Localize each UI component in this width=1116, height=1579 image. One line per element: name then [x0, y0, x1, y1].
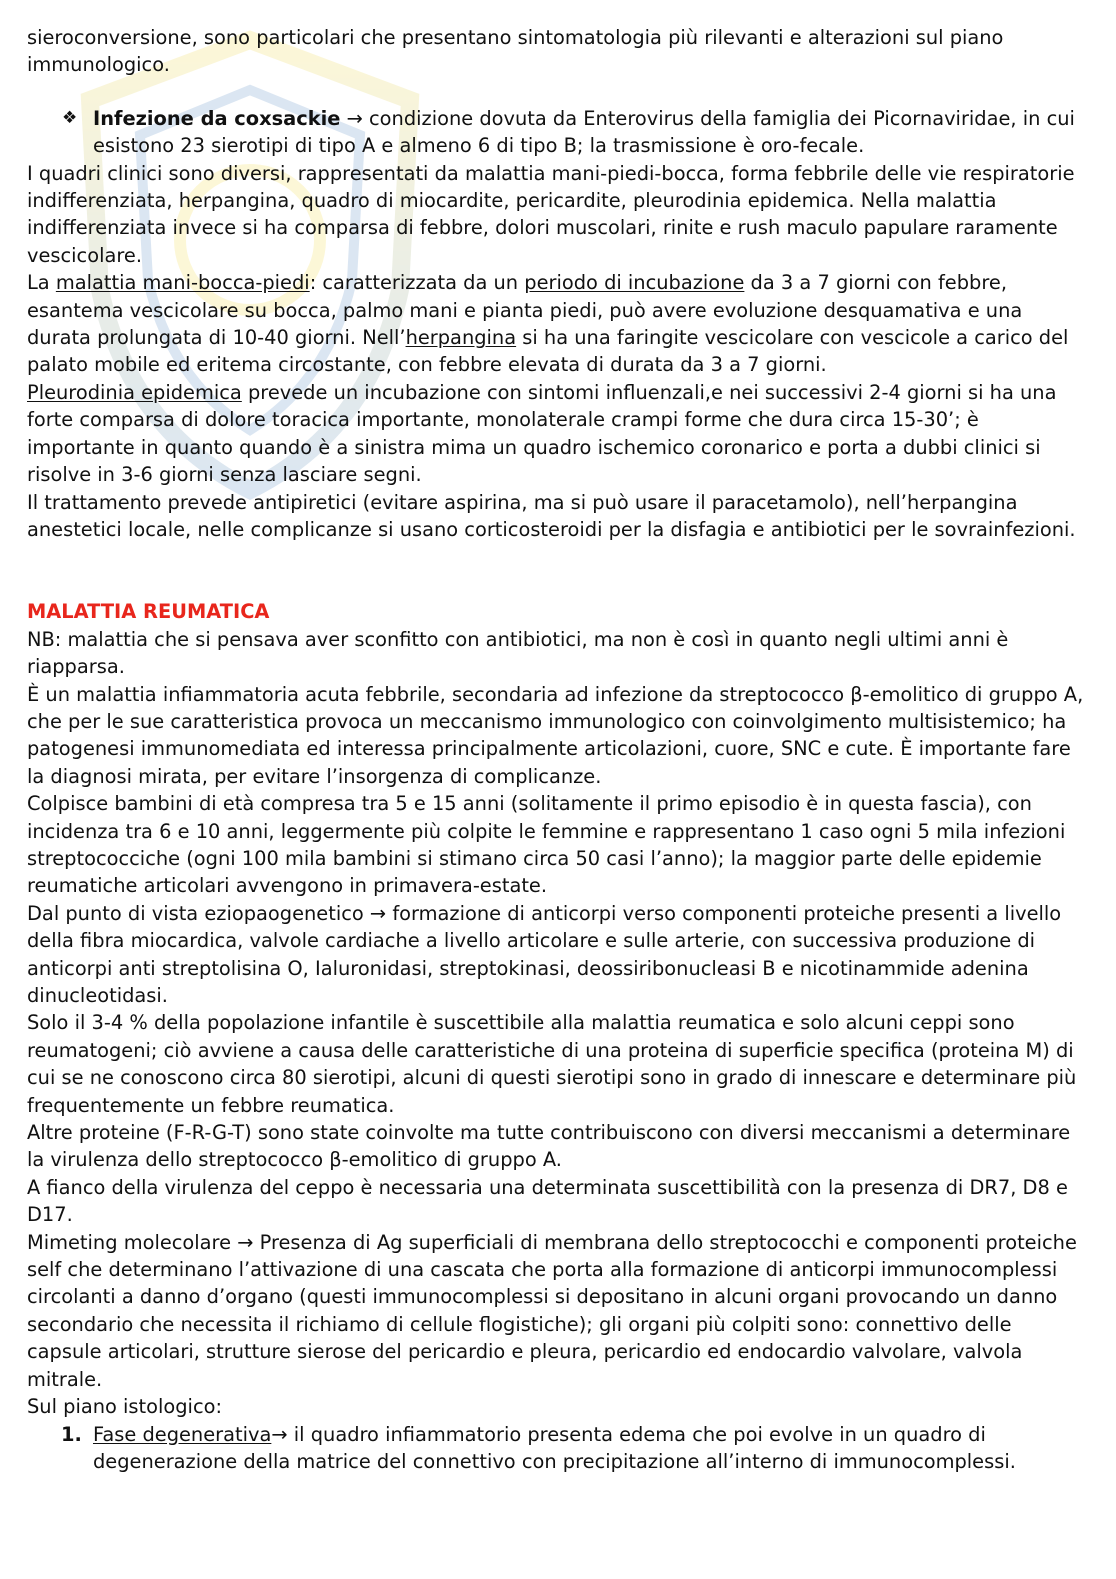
arrow-icon: →: [340, 106, 369, 130]
list-item: [27, 1421, 1089, 1476]
underlined-term: malattia mani-bocca-piedi: [55, 271, 310, 295]
bullet-text: condizione dovuta da Enterovirus della famiglia dei Picornaviridae, in cui esistono 23 sierotipi di tipo A e almeno 6 di tipo B; la trasmissione è oro-fecale.: [93, 106, 1075, 158]
section-heading: MALATTIA REUMATICA: [27, 600, 270, 624]
section-paragraph-4: Dal punto di vista eziopaogenetico → formazione di anticorpi verso componenti proteiche presenti a livello della fibra miocardica, valvole cardiache a livello articolare e sulle arterie, con successiva produzione di anticorpi anti streptolisina O, Ialuronidasi, streptokinasi, deossiribonucleasi B e nicotinammide adenina dinucleotidasi.: [27, 901, 1062, 1007]
section-paragraph-6: Altre proteine (F-R-G-T) sono state coinvolte ma tutte contribuiscono con diversi meccanismi a determinare la virulenza dello streptococco β-emolitico di gruppo A.: [27, 1121, 1071, 1172]
text-fragment: La: [27, 271, 56, 295]
intro-paragraph: sieroconversione, sono particolari che presentano sintomatologia più rilevanti e alterazioni sul piano immunologico.: [27, 26, 1004, 77]
coxsackie-paragraph-1: I quadri clinici sono diversi, rappresentati da malattia mani-piedi-bocca, forma febbrile delle vie respiratorie indifferenziata, herpangina, quadro di miocardite, pericardite, pleurodinia epidemica. Nella malattia indifferenziata invece si ha comparsa di febbre, dolori muscolari, rinite e rush maculo papulare raramente vescicolare.: [27, 161, 1075, 267]
diamond-bullet-icon: ❖: [62, 107, 78, 128]
coxsackie-paragraph-3: [27, 379, 1089, 489]
text-fragment: : caratterizzata da un: [309, 271, 525, 295]
list-text: il quadro infiammatorio presenta edema che poi evolve in un quadro di degenerazione della matrice del connettivo con precipitazione all’interno di immunocomplessi.: [93, 1422, 1016, 1473]
text-fragment: da 3 a 7 giorni con febbre, esantema vescicolare su bocca, palmo mani e pianta piedi, può avere evoluzione desquamativa e una durata prolungata di 10-40 giorni. Nell’: [27, 271, 1023, 350]
text-fragment: si ha una faringite vescicolare con vescicole a carico del palato mobile ed eritema circostante, con febbre elevata di durata da 3 a 7 giorni.: [27, 326, 1069, 377]
section-paragraph-1: NB: malattia che si pensava aver sconfitto con antibiotici, ma non è così in quanto negli ultimi anni è riapparsa.: [27, 627, 1009, 679]
section-spacer: [27, 543, 1089, 598]
section-paragraph-3: Colpisce bambini di età compresa tra 5 e 15 anni (solitamente il primo episodio è in questa fascia), con incidenza tra 6 e 10 anni, leggermente più colpite le femmine e rappresentano 1 caso ogni 5 mila infezioni streptococciche (ogni 100 mila bambini si stimano circa 50 casi l’anno); la maggior parte delle epidemie reumatiche articolari avvengono in primavera-estate.: [27, 792, 1066, 898]
underlined-term: Pleurodinia epidemica: [27, 380, 242, 404]
numbered-list: [27, 1421, 1089, 1476]
section-paragraph-8: Mimeting molecolare → Presenza di Ag superficiali di membrana dello streptococchi e componenti proteiche self che determinano l’attivazione di una cascata che porta alla formazione di anticorpi immunocomplessi circolanti a danno d’organo (questi immunocomplessi si depositano in alcuni organi provocando un danno secondario che necessita il richiamo di cellule flogistiche); gli organi più colpiti sono: connettivo delle capsule articolari, strutture sierose del pericardio e pleura, pericardio ed endocardio valvolare, valvola mitrale.: [27, 1230, 1077, 1391]
section-paragraph-9: Sul piano istologico:: [27, 1395, 223, 1419]
bullet-title: Infezione da coxsackie: [93, 106, 341, 130]
section-paragraph-7: A fianco della virulenza del ceppo è necessaria una determinata suscettibilità con la presenza di DR7, D8 e D17.: [27, 1175, 1068, 1227]
coxsackie-paragraph-4: Il trattamento prevede antipiretici (evitare aspirina, ma si può usare il paracetamolo), nell’herpangina anestetici locale, nelle complicanze si usano corticosteroidi per la disfagia e antibiotici per le sovrainfezioni.: [27, 490, 1076, 541]
section-paragraph-5: Solo il 3-4 % della popolazione infantile è suscettibile alla malattia reumatica e solo alcuni ceppi sono reumatogeni; ciò avviene a causa delle caratteristiche di una proteina di superficie specifica (proteina M) di cui se ne conoscono circa 80 sierotipi, alcuni di questi sierotipi sono in grado di innescare e determinare più frequentemente un febbre reumatica.: [27, 1011, 1077, 1117]
underlined-term: herpangina: [405, 326, 517, 350]
coxsackie-paragraph-2: [27, 269, 1089, 379]
text-fragment: prevede un incubazione con sintomi influenzali,e nei successivi 2-4 giorni si ha una forte comparsa di dolore toracica importante, monolaterale crampi forme che dura circa 15-30’; è importante in quanto quando è a sinistra mima un quadro ischemico coronarico e porta a dubbi clinici si risolve in 3-6 giorni senza lasciare segni.: [27, 380, 1057, 487]
document-page: [27, 24, 1089, 1475]
list-number: 1.: [61, 1422, 82, 1446]
list-term: Fase degenerativa: [93, 1422, 272, 1446]
bullet-coxsackie: [27, 105, 1089, 160]
section-paragraph-2: È un malattia infiammatoria acuta febbrile, secondaria ad infezione da streptococco β-emolitico di gruppo A, che per le sue caratteristica provoca un meccanismo immunologico con coinvolgimento multisistemico; ha patogenesi immunomediata ed interessa principalmente articolazioni, cuore, SNC e cute. È importante fare la diagnosi mirata, per evitare l’insorgenza di complicanze.: [27, 682, 1084, 788]
underlined-term: periodo di incubazione: [524, 271, 745, 295]
arrow-icon: →: [271, 1422, 294, 1446]
